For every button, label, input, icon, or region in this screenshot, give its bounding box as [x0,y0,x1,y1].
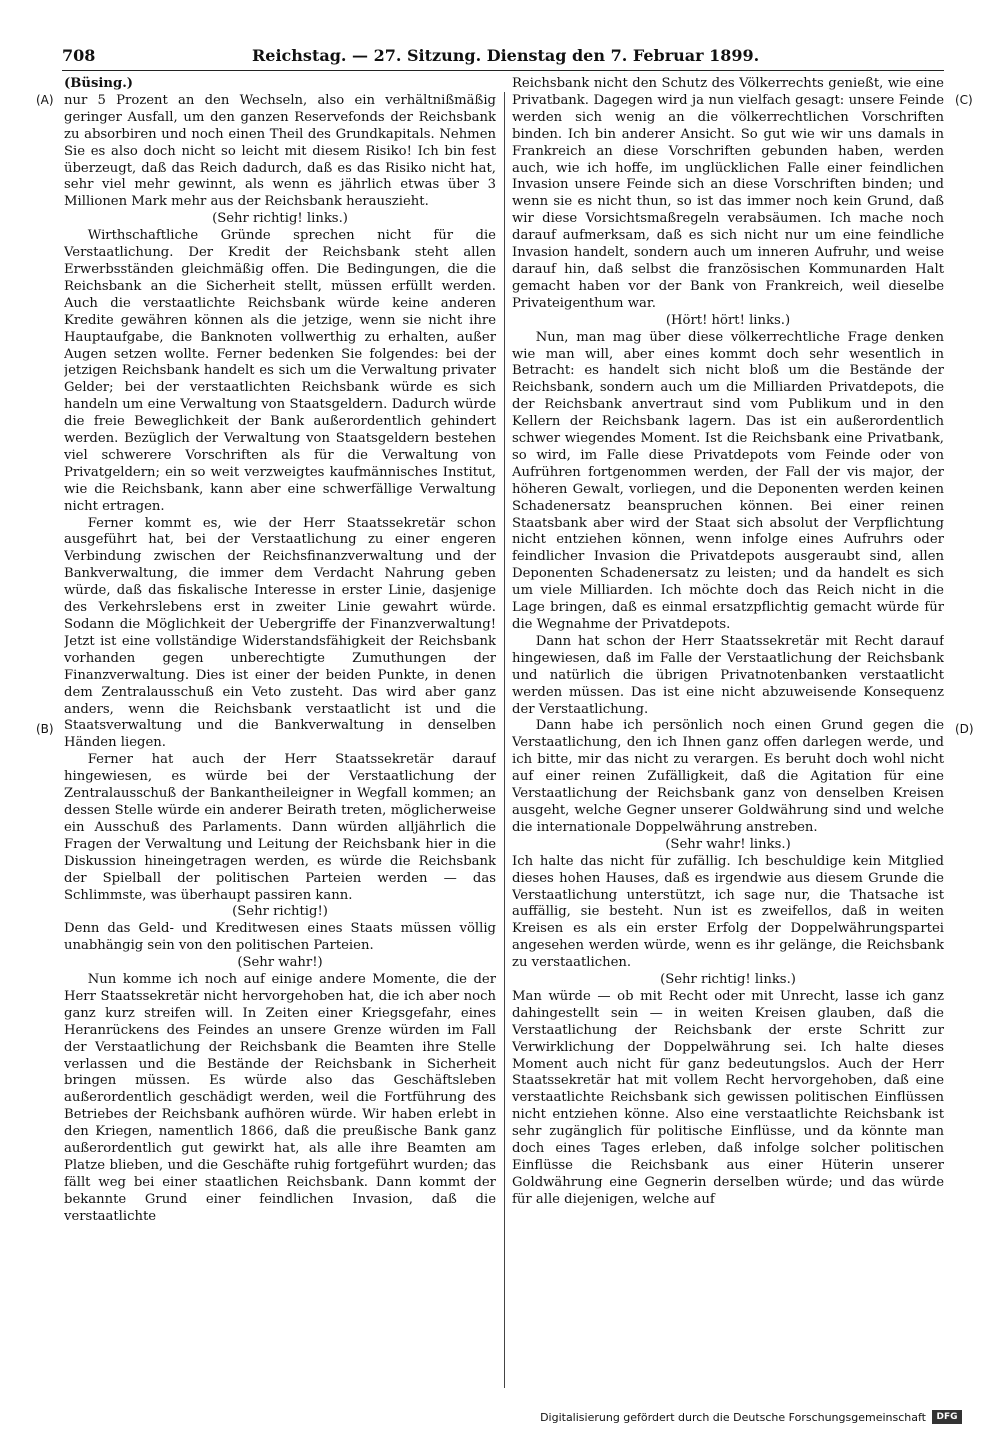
margin-marker-d: (D) [955,722,974,736]
interjection: (Sehr wahr! links.) [665,836,791,852]
paragraph: Nun komme ich noch auf einige andere Momente, die der Herr Staatssekretär nicht hervorgehoben hat, die ich aber noch ganz kurz streifen will. In Zeiten einer Kriegsgefahr, eines Heranrückens des Feindes an unsere Grenze würden im Fall der Verstaatlichung der Reichsbank die Beamten ihre Stelle verlassen und die Bestände der Reichsbank in Sicherheit bringen müssen. Es würde also das Geschäftsleben außerordentlich geschädigt werden, weil die Fortführung des Betriebes der Reichsbank aufhören würde. Wir haben erlebt in den Kriegen, namentlich 1866, daß die preußische Bank ganz außerordentlich gut gewirkt hat, als alle ihre Beamten am Platze blieben, und die Geschäfte ruhig fortgeführt wurden; das fällt weg bei einer staatlichen Reichsbank. Dann kommt der bekannte Grund einer feindlichen Invasion, daß die verstaatlichte [64,972,496,1224]
left-column [64,76,496,1388]
column-divider [504,92,505,1388]
paragraph: Dann habe ich persönlich noch einen Grund gegen die Verstaatlichung, den ich Ihnen ganz offen darlegen werde, und ich bitte, mir das nicht zu verargen. Es beruht doch wohl nicht auf einer reinen Zufälligkeit, daß die Agitation für eine Verstaatlichung der Reichsbank ganz von denselben Kreisen ausgeht, welche Gegner unserer Goldwährung sind und welche die internationale Doppelwährung anstreben. [512,718,944,835]
margin-marker-a: (A) [36,93,54,107]
running-title: Reichstag. — 27. Sitzung. Dienstag den 7. Februar 1899. [252,46,760,65]
paragraph: Nun, man mag über diese völkerrechtliche Frage denken wie man will, aber eines kommt doch sehr wesentlich in Betracht: es handelt sich nicht bloß um die Bestände der Reichsbank, sondern auch um die Milliarden Privatdepots, die der Reichsbank anvertraut sind vom Publikum und in den Kellern der Reichsbank lagern. Das ist ein außerordentlich schwer wiegendes Moment. Ist die Reichsbank eine Privatbank, so wird, im Falle diese Privatdepots vom Feinde oder von Aufrühren fortgenommen werden, der Fall der vis major, der höheren Gewalt, vorliegen, und die Deponenten werden keinen Schadenersatz beanspruchen können. Bei einer reinen Staatsbank aber wird der Staat sich absolut der Verpflichtung nicht entziehen können, wenn infolge eines Aufruhrs oder feindlicher Invasion die Privatdepots ausgeraubt sind, allen Deponenten Schadenersatz zu leisten; und da handelt es sich um viele Milliarden. Ich möchte doch das Reich nicht in die Lage bringen, daß es einmal ersatzpflichtig gemacht würde für die Wegnahme der Privatdepots. [512,329,944,632]
paragraph: Ich halte das nicht für zufällig. Ich beschuldige kein Mitglied dieses hohen Hauses, daß es irgendwie aus diesem Grunde die Verstaatlichung unterstützt, ich sage nur, die Thatsache ist auffällig, sie besteht. Nun ist es zweifellos, daß in weiten Kreisen es als ein erster Erfolg der Doppelwährungspartei angesehen werden würde, wenn es ihr gelänge, die Reichsbank zu verstaatlichen. [512,853,944,971]
paragraph: Reichsbank nicht den Schutz des Völkerrechts genießt, wie eine Privatbank. Dagegen wird ja nun vielfach gesagt: unsere Feinde werden sich wenig an die völkerrechtlichen Vorschriften binden. Ich bin anderer Ansicht. So gut wie wir uns damals in Frankreich an diese Vorschriften gebunden haben, werden auch, wie ich hoffe, im unglücklichen Falle einer feindlichen Invasion unsere Feinde sich an diese Vorschriften binden; und wenn sie es nicht thun, so ist das immer noch kein Grund, daß wir diese Vorsichtsmaßregeln verabsäumen. Ich mache noch darauf aufmerksam, daß es sich nicht nur um eine feindliche Invasion handelt, sondern auch um inneren Aufruhr, und weise darauf hin, daß selbst die französischen Kommunarden Halt gemacht haben vor der Bank von Frankreich, weil dieselbe Privateigenthum war. [512,76,944,311]
paragraph: Man würde — ob mit Recht oder mit Unrecht, lasse ich ganz dahingestellt sein — in weiten Kreisen glauben, daß die Verstaatlichung der Reichsbank der erste Schritt zur Verwirklichung der Doppelwährung sei. Ich halte dieses Moment auch nicht für ganz bedeutungslos. Auch der Herr Staatssekretär hat mit vollem Recht hervorgehoben, daß eine verstaatlichte Reichsbank sich gewissen politischen Einflüssen nicht entziehen könne. Also eine verstaatlichte Reichsbank ist sehr zugänglich für politische Einflüsse, und da könnte man doch eines Tages erleben, daß infolge solcher politischen Einflüsse die Reichsbank aus einer Hüterin unserer Goldwährung eine Gegnerin derselben würde; und das würde für alle diejenigen, welche auf [512,988,944,1207]
footer [540,1410,962,1424]
paragraph: Ferner hat auch der Herr Staatssekretär darauf hingewiesen, es würde bei der Verstaatlichung der Zentralausschuß der Bankantheileigner in Wegfall kommen; an dessen Stelle würde ein anderer Beirath treten, möglicherweise ein Ausschuß des Parlaments. Dann würden alljährlich die Fragen der Verwaltung und Leitung der Reichsbank hier in die Diskussion hineingetragen werden, es würde die Reichsbank der Spielball der politischen Parteien werden — das Schlimmste, was überhaupt passiren kann. [64,752,496,903]
paragraph: Wirthschaftliche Gründe sprechen nicht für die Verstaatlichung. Der Kredit der Reichsbank steht allen Erwerbsständen gleichmäßig offen. Die Bedingungen, die die Reichsbank an die Sicherheit stellt, müssen erfüllt werden. Auch die verstaatlichte Reichsbank würde keine anderen Kredite gewähren können als die jetzige, wenn sie nicht ihre Hauptaufgabe, die Banknoten vollwerthig zu erhalten, außer Augen setzen wollte. Ferner bedenken Sie folgendes: bei der jetzigen Reichsbank handelt es sich um die Verwaltung privater Gelder; bei der verstaatlichten Reichsbank würde es sich handeln um eine Verwaltung von Staatsgeldern. Dadurch würde die freie Beweglichkeit der Bank außerordentlich gehindert werden. Bezüglich der Verwaltung von Staatsgeldern bestehen viel schwerere Vorschriften als für die Verwaltung von Privatgeldern; ein so weit verzweigtes kaufmännisches Institut, wie die Reichsbank, kann aber eine schwerfällige Verwaltung nicht ertragen. [64,228,496,514]
margin-marker-c: (C) [955,93,973,107]
page-header [62,46,944,68]
page-number: 708 [62,46,96,65]
right-column [512,76,944,1388]
paragraph: Ferner kommt es, wie der Herr Staatssekretär schon ausgeführt hat, bei der Verstaatlichung zu einer engeren Verbindung zwischen der Reichsfinanzverwaltung und der Bankverwaltung, die immer dem Verdacht Nahrung geben würde, daß das fiskalische Interesse in erster Linie, dasjenige des Verkehrslebens erst in zweiter Linie gewahrt würde. Sodann die Möglichkeit der Uebergriffe der Finanzverwaltung! Jetzt ist eine vollständige Widerstandsfähigkeit der Reichsbank vorhanden gegen unberechtigte Zumuthungen der Finanzverwaltung. Dies ist einer der beiden Punkte, in denen dem Zentralausschuß ein Veto zusteht. Das wird aber ganz anders, wenn die Reichsbank verstaatlicht ist und die Staatsverwaltung und die Bankverwaltung in denselben Händen liegen. [64,515,496,751]
interjection: (Sehr richtig!) [232,904,328,920]
header-rule [62,70,944,71]
speaker-name: (Büsing.) [64,76,134,91]
interjection: (Sehr richtig! links.) [660,972,796,988]
footer-credit: Digitalisierung gefördert durch die Deutsche Forschungsgemeinschaft [540,1410,926,1424]
margin-marker-b: (B) [36,722,54,736]
interjection: (Sehr wahr!) [237,955,323,971]
interjection: (Hört! hört! links.) [665,312,791,328]
paragraph: Denn das Geld- und Kreditwesen eines Staats müssen völlig unabhängig sein von den politischen Parteien. [64,921,496,954]
dfg-logo: DFG [932,1410,962,1424]
paragraph: nur 5 Prozent an den Wechseln, also ein verhältnißmäßig geringer Ausfall, um den ganzen Reservefonds der Reichsbank zu absorbiren und noch einen Theil des Grundkapitals. Nehmen Sie es also doch nicht so leicht mit diesem Risiko! Ich bin fest überzeugt, daß das Reich dadurch, daß es das Risiko nicht hat, sehr viel mehr gewinnt, als wenn es jährlich etwas über 3 Millionen Mark mehr aus der Reichsbank herauszieht. [64,92,496,210]
paragraph: Dann hat schon der Herr Staatssekretär mit Recht darauf hingewiesen, daß im Falle der Verstaatlichung der Reichsbank und natürlich die übrigen Privatnotenbanken verstaatlicht werden müssen. Das ist eine nicht abzuweisende Konsequenz der Verstaatlichung. [512,633,944,717]
interjection: (Sehr richtig! links.) [212,211,348,227]
